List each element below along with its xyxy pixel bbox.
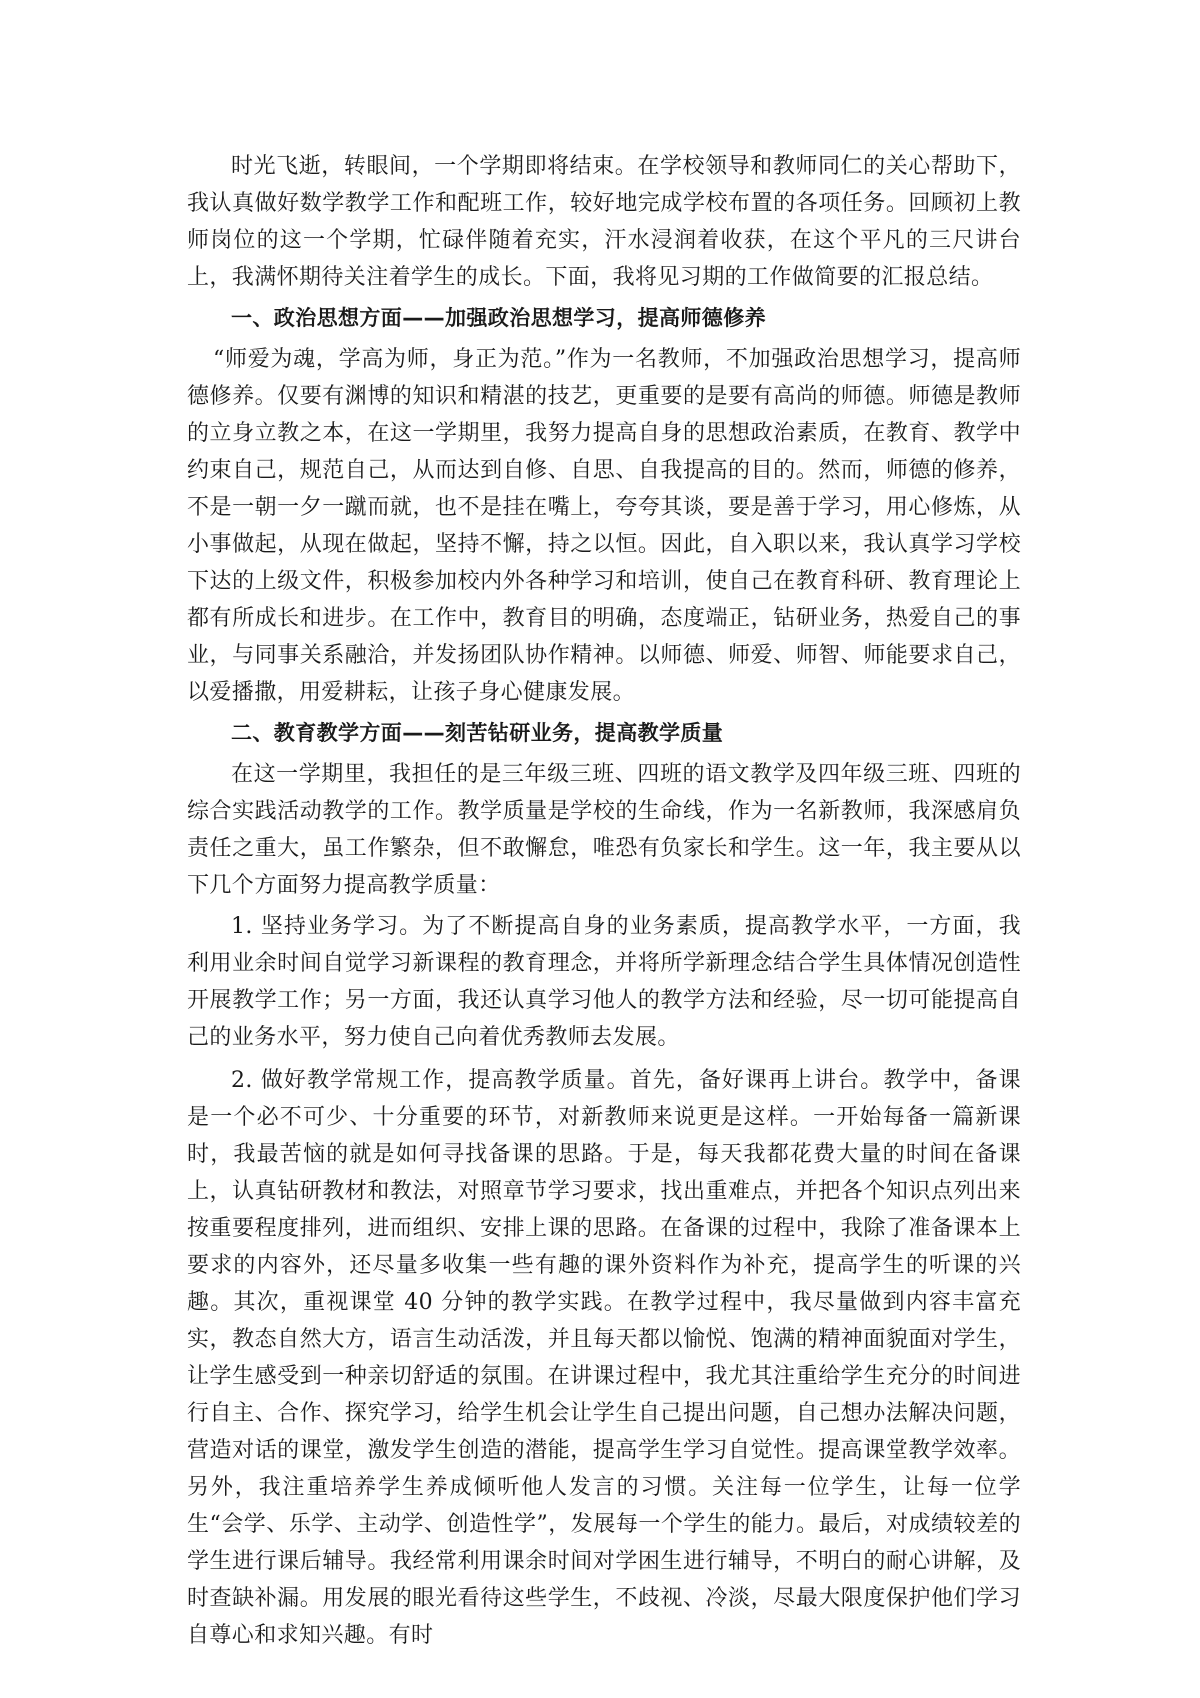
document-body — [187, 148, 1021, 1658]
section-heading-teaching: 二、教育教学方面——刻苦钻研业务，提高教学质量 — [231, 721, 724, 745]
section-heading-politics: 一、政治思想方面——加强政治思想学习，提高师德修养 — [231, 306, 766, 330]
item-2-paragraph: 2. 做好教学常规工作，提高教学质量。首先，备好课再上讲台。教学中，备课是一个必不可少、十分重要的环节，对新教师来说更是这样。一开始每备一篇新课时，我最苦恼的就是如何寻找备课的思路。于是，每天我都花费大量的时间在备课上，认真钻研教材和教法，对照章节学习要求，找出重难点，并把各个知识点列出来按重要程度排列，进而组织、安排上课的思路。在备课的过程中，我除了准备课本上要求的内容外，还尽量多收集一些有趣的课外资料作为补充，提高学生的听课的兴趣。其次，重视课堂 40 分钟的教学实践。在教学过程中，我尽量做到内容丰富充实，教态自然大方，语言生动活泼，并且每天都以愉悦、饱满的精神面貌面对学生，让学生感受到一种亲切舒适的氛围。在讲课过程中，我尤其注重给学生充分的时间进行自主、合作、探究学习，给学生机会让学生自己提出问题，自己想办法解决问题，营造对话的课堂，激发学生创造的潜能，提高学生学习自觉性。提高课堂教学效率。另外，我注重培养学生养成倾听他人发言的习惯。关注每一位学生，让每一位学生“会学、乐学、主动学、创造性学”，发展每一个学生的能力。最后，对成绩较差的学生进行课后辅导。我经常利用课余时间对学困生进行辅导，不明白的耐心讲解，及时查缺补漏。用发展的眼光看待这些学生，不歧视、冷淡，尽最大限度保护他们学习自尊心和求知兴趣。有时 — [187, 1068, 1021, 1648]
politics-paragraph: “师爱为魂，学高为师，身正为范。”作为一名教师，不加强政治思想学习，提高师德修养。仅要有渊博的知识和精湛的技艺，更重要的是要有高尚的师德。师德是教师的立身立教之本，在这一学期里，我努力提高自身的思想政治素质，在教育、教学中约束自己，规范自己，从而达到自修、自思、自我提高的目的。然而，师德的修养，不是一朝一夕一蹴而就，也不是挂在嘴上，夸夸其谈，要是善于学习，用心修炼，从小事做起，从现在做起，坚持不懈，持之以恒。因此，自入职以来，我认真学习学校下达的上级文件，积极参加校内外各种学习和培训，使自己在教育科研、教育理论上都有所成长和进步。在工作中，教育目的明确，态度端正，钻研业务，热爱自己的事业，与同事关系融洽，并发扬团队协作精神。以师德、师爱、师智、师能要求自己，以爱播撒，用爱耕耘，让孩子身心健康发展。 — [187, 347, 1021, 705]
intro-paragraph: 时光飞逝，转眼间，一个学期即将结束。在学校领导和教师同仁的关心帮助下，我认真做好数学教学工作和配班工作，较好地完成学校布置的各项任务。回顾初上教师岗位的这一个学期，忙碌伴随着充实，汗水浸润着收获，在这个平凡的三尺讲台上，我满怀期待关注着学生的成长。下面，我将见习期的工作做简要的汇报总结。 — [187, 154, 1021, 290]
teaching-intro-paragraph: 在这一学期里，我担任的是三年级三班、四班的语文教学及四年级三班、四班的综合实践活动教学的工作。教学质量是学校的生命线，作为一名新教师，我深感肩负责任之重大，虽工作繁杂，但不敢懈怠，唯恐有负家长和学生。这一年，我主要从以下几个方面努力提高教学质量： — [187, 762, 1021, 898]
item-1-paragraph: 1. 坚持业务学习。为了不断提高自身的业务素质，提高教学水平，一方面，我利用业余时间自觉学习新课程的教育理念，并将所学新理念结合学生具体情况创造性开展教学工作；另一方面，我还认真学习他人的教学方法和经验，尽一切可能提高自己的业务水平，努力使自己向着优秀教师去发展。 — [187, 914, 1021, 1050]
